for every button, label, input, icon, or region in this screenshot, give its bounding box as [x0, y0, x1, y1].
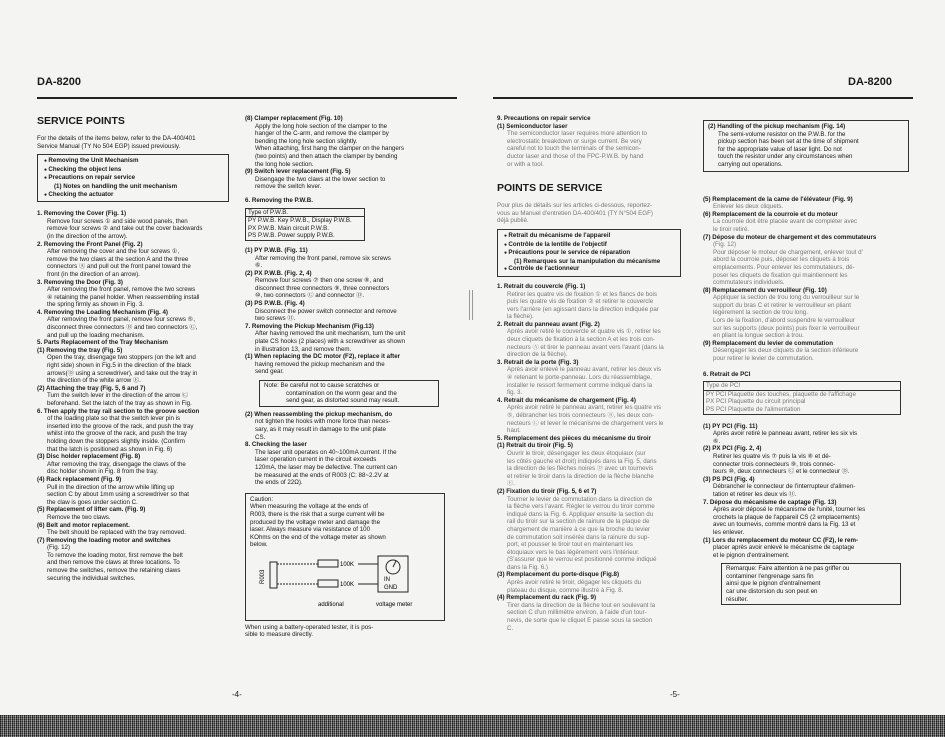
text-line: be measured at the ends of R003 (C: 88~2.2V at [255, 471, 389, 479]
text-line: 7. Removing the Pickup Mechanism (Fig.13) [245, 322, 374, 330]
topic-item: ● Retrait du mécanisme de l'appareil [504, 232, 674, 241]
text-line: disc holder shown in Fig. 8 from the tray. [47, 468, 158, 476]
text-line: hanger of the C-arm, and remove the clamper by [255, 130, 389, 138]
text-line: direction de la flèche). [507, 351, 568, 359]
pwb-section-title: 6. Removing the P.W.B. [245, 196, 313, 204]
right-header-rule [493, 97, 913, 99]
french-intro [497, 202, 687, 225]
text-line: Apply the long hole section of the clamper to the [255, 122, 388, 130]
pci-table-row: PX PCI Plaquette du circuit principal [706, 398, 806, 406]
additional-label: additional [318, 601, 344, 608]
text-line: Disconnect the power switch connector and remove [255, 307, 397, 315]
text-line: The laser unit operates on 40~100mA current. If the [255, 448, 397, 456]
text-line: (two points) and then attach the clamper by bending [255, 152, 398, 160]
scan-edge-noise-overlay [0, 715, 945, 737]
text-line: 3. Removing the Door (Fig. 3) [37, 278, 123, 286]
text-line: The semi-volume resistor on the P.W.B. for the [718, 130, 846, 138]
text-line: right side) shown in Fig.5 in the direction of the black [47, 362, 192, 370]
text-line: holding down the stoppers slightly inside. (Confirm [47, 437, 185, 445]
pci-table-row: PY PCI Plaquette des touches, plaquette de l'affichage [706, 390, 856, 398]
text-line: (1) Retrait du tiroir (Fig. 5) [497, 442, 573, 450]
text-line: indiqué dans la Fig. 6. Appliquer ensuite la section du [507, 510, 654, 518]
text-line: 2. Retrait du panneau avant (Fig. 2) [497, 320, 600, 328]
left-col1-body [37, 210, 237, 582]
text-line: disconnect three connectors ⑨, three connectors [255, 284, 390, 292]
text-line: After removing the front panel, remove six screws [255, 254, 391, 262]
text-line: Remove the two claws. [47, 513, 111, 521]
left-header-model: DA-8200 [37, 76, 82, 88]
text-line: carrying out operations. [718, 160, 783, 168]
text-line: necteurs Ⓐ et tirer le panneau avant vers l'avant (dans la [507, 343, 664, 351]
text-line: R003, there is the risk that a surge current will be [250, 510, 385, 518]
text-line: careful not to touch the terminals of the semicon- [507, 145, 641, 153]
text-line: securing the individual switches. [47, 574, 136, 582]
text-line: fig. 3. [507, 389, 523, 397]
text-line: for the appropriate value of laser light. Do not [718, 145, 842, 153]
points-de-service-title: POINTS DE SERVICE [497, 182, 603, 195]
meter-needle [393, 561, 396, 567]
text-line: The belt should be replaced with the tray removed. [47, 529, 186, 537]
battery-tester-line: sible to measure directly. [245, 631, 313, 639]
text-line: (7) Removing the loading motor and switches [37, 536, 171, 544]
service-points-title: SERVICE POINTS [37, 115, 125, 127]
text-line: Retirer les quatre vis de fixation ① et les flancs de bois [507, 290, 657, 298]
text-line: légèrement la section de trou long. [713, 309, 808, 317]
text-line: étoquiaux vers le bas légèrement vers l'intérieur. [507, 548, 640, 556]
text-line: After having removed the unit mechanism, turn the unit [255, 330, 406, 338]
text-line: (Fig. 12) [713, 241, 737, 249]
text-line: (6) Remplacement de la courroie et du moteur [703, 210, 838, 218]
right-col1-body-b [497, 283, 687, 632]
text-line: (7) Dépose du moteur de chargement et des commutateurs [703, 233, 877, 241]
text-line: 5. Remplacement des pièces du mécanisme du tiroir [497, 434, 652, 442]
text-line: résulter. [726, 595, 749, 603]
text-line: la flèche). [507, 313, 534, 321]
text-line: haut. [507, 427, 521, 435]
text-line: (2) Fixation du tiroir (Fig. 5, 6 et 7) [497, 487, 597, 495]
text-line: remove the two claws at the section A and the three [47, 255, 189, 263]
topic-subitem: (1) Remarques sur la manipulation du mécanisme [514, 257, 661, 265]
text-line: laser. Always measure via resistance of 100 [250, 526, 371, 534]
resistor-100k-1 [318, 560, 338, 567]
text-line: and then remove the claws at three locations. To [47, 559, 180, 567]
text-line: car une distorsion du son peut en [726, 588, 818, 596]
text-line: Après avoir retiré le couvercle et quatre vis ①, retirer les [507, 328, 661, 336]
text-line: Disengage the two claws at the lower section to [255, 175, 386, 183]
text-line: commutateurs individuels. [713, 279, 785, 287]
right-col2-body-c [703, 423, 908, 560]
text-line: Ouvrir le tiroir, désengager les deux étoquiaux (sur [507, 449, 646, 457]
text-line: remove the switches, remove the retaining claws [47, 567, 181, 575]
text-line: puis les quatre vis de fixation ② et retirer le couvercle [507, 298, 654, 306]
r003-resistor [270, 562, 277, 588]
topic-item: ● Contrôle de la lentille de l'objectif [504, 241, 674, 250]
text-line: Remove four screws ① and side wood panels, then [47, 217, 188, 225]
text-line: déjà publié. [497, 217, 529, 225]
text-line: et le pignon d'entraînement. [713, 551, 790, 559]
text-line: en pliant la longue section à trou. [713, 332, 804, 340]
voltage-meter-label: voltage meter [376, 601, 413, 608]
text-line: KOhms on the end of the voltage meter as shown [250, 533, 386, 541]
text-line: (Fig. 12) [47, 544, 71, 552]
text-line: (2) When reassembling the pickup mechanism, do [245, 410, 393, 418]
meter-gnd-label: GND [384, 584, 398, 591]
text-line: pour retirer le levier de commutation. [713, 355, 814, 363]
topic-item: ● Contrôle de l'actionneur [504, 265, 674, 274]
text-line: connectors Ⓐ and pull out the front panel toward the [47, 263, 191, 271]
text-line: of the loading plate so that the switch lever pin is [47, 415, 181, 423]
text-line: ⑥. [255, 262, 263, 270]
right-col2-body-b [703, 196, 908, 363]
text-line: vous au Manuel d'entretien DA-400/401 (TY N°504 EGF) [497, 209, 653, 217]
text-line: (5) Remplacement de la came de l'élévateur (Fig. 9) [703, 195, 853, 203]
text-line: When measuring the voltage at the ends of [250, 503, 368, 511]
battery-tester-line: When using a battery-operated tester, it is pos- [245, 623, 374, 631]
note-box [259, 380, 439, 407]
pickup-handling-text [708, 123, 904, 169]
text-line: Caution: [250, 495, 274, 503]
text-line: After removing the tray, disengage the claws of the [47, 460, 186, 468]
pci-table-row: PS PCI Plaquette de l'alimentation [706, 406, 801, 413]
text-line: ainsi que le pignon d'entraînement [726, 580, 821, 588]
text-line: Open the tray, disengage two stoppers (on the left and [47, 354, 196, 362]
text-line: (2) PX PCI (Fig. 2, 4) [703, 445, 762, 453]
text-line: dans la Fig. 6.) [507, 563, 548, 571]
text-line: les côtés gauche et droit) indiqués dans la Fig. 5, dans [507, 457, 657, 465]
text-line: 5. Parts Replacement of the Tray Mechanism [37, 339, 169, 347]
intro-line: For the details of the items below, refer to the DA-400/401 [37, 135, 196, 142]
right-header-model: DA-8200 [848, 76, 893, 88]
text-line: crochets la plaque de l'appareil CS (2 emplacements) [713, 513, 860, 521]
text-line: Retirer les quatre vis ⑦ puis la vis ⑧ et dé- [713, 452, 831, 460]
binding-gutter-mark [469, 290, 473, 320]
text-line: 4. Retrait du mécanisme de chargement (Fig. 4) [497, 396, 636, 404]
text-line: (4) Remplacement du rack (Fig. 9) [497, 594, 597, 602]
text-line: (in the direction of the arrow). [47, 232, 128, 240]
text-line: Tourner le levier de commutation dans la direction de [507, 495, 653, 503]
text-line: et retirer le tiroir dans la direction de la flèche blanche [507, 472, 654, 480]
pci-section-title: 6. Retrait de PCI [703, 370, 751, 378]
text-line: the claw is goes under section C. [47, 498, 138, 506]
text-line: front (in the direction of an arrow). [47, 270, 140, 278]
text-line: la direction de les flèches noires Ⓓ avec un tournevis [507, 465, 654, 473]
text-line: 4. Removing the Loading Mechanism (Fig. 4) [37, 308, 168, 316]
text-line: (6) Belt and motor replacement. [37, 521, 130, 529]
topic-item: ● Removing the Unit Mechanism [44, 157, 222, 166]
text-line: below. [250, 541, 268, 549]
text-line: plateau du disque, comme illustré à Fig. 8. [507, 586, 624, 594]
text-line: (1) Lors du remplacement du moteur CC (F2), le rem- [703, 536, 859, 544]
intro-line: Service Manual (TY No 504 EGP) issued previously. [37, 142, 181, 150]
text-line: When attaching, first hang the clamper on the hangers [255, 145, 404, 153]
left-col2-body-b [245, 247, 450, 376]
left-column-1 [37, 115, 237, 582]
note-line: contamination on the worm gear and the [286, 389, 397, 397]
text-line: 8. Checking the laser [245, 441, 307, 449]
text-line: abord la courroie puis, déposer les cliquets à trois [713, 256, 850, 264]
text-line: ④ retenant le porte-panneau. Lors du réassemblage, [507, 374, 652, 382]
text-line: (9) Switch lever replacement (Fig. 5) [245, 168, 351, 176]
text-line: rail du tiroir sur la section de rainure de la plaque de [507, 518, 650, 526]
text-line: poser les cliquets de fixation qui maintiennent les [713, 271, 848, 279]
text-line: Appliquer la section de trou long du verrouilleur sur le [713, 294, 860, 302]
text-line: Enlever les deux cliquets. [713, 203, 784, 211]
text-line: the direction of the white arrow Ⓔ. [47, 377, 141, 385]
text-line: (8) Remplacement du verrouilleur (Fig. 10) [703, 286, 827, 294]
text-line: (1) Removing the tray (Fig. 5) [37, 346, 123, 354]
pwb-table-row: PS P.W.B. Power supply P.W.B. [248, 232, 335, 240]
text-line: The semiconductor laser requires more attention to [507, 130, 647, 138]
meter-in-label: IN [384, 576, 390, 583]
text-line: ⑥. [713, 437, 721, 445]
caution-text [250, 496, 440, 549]
topic-item: ● Précautions pour le service de réparation [504, 249, 674, 258]
text-line: in illustration 13, and remove them. [255, 345, 352, 353]
text-line: (3) PS P.W.B. (Fig. 4) [245, 300, 305, 308]
text-line: Ⓔ. [507, 480, 515, 488]
text-line: Tirer dans la direction de la flèche tout en soulevant la [507, 601, 656, 609]
text-line: la flèche vers l'avant. Régler le verrou du tiroir comme [507, 503, 655, 511]
text-line: 1. Retrait du couvercle (Fig. 1) [497, 282, 586, 290]
text-line: teurs ⑩, deux connecteurs Ⓒ et le connecteur Ⓓ. [713, 468, 850, 476]
text-line: To remove the loading motor, first remove the belt [47, 551, 183, 559]
text-line: After removing the front panel, remove the two screws [47, 286, 196, 294]
text-line: or with a tool. [507, 160, 544, 168]
pickup-handling-box [703, 120, 909, 172]
text-line: electrostatic breakdown or surge current. Be very [507, 137, 642, 145]
text-line: 7. Dépose du mécanisme de captage (Fig. 13) [703, 498, 837, 506]
text-line: tation et retirer les deux vis ⑪. [713, 490, 797, 498]
text-line: bending the long hole section slightly. [255, 137, 358, 145]
text-line: Après avoir retiré le tiroir, dégager les cliquets du [507, 579, 642, 587]
text-line: (S'assurer que le verrou est positionné comme indiqué [507, 556, 657, 564]
text-line: (2) PX P.W.B. (Fig. 2, 4) [245, 269, 312, 277]
text-line: Remarque: Faire attention à ne pas griffer ou [726, 565, 850, 573]
text-line: C. [507, 624, 514, 632]
text-line: les enlever. [713, 528, 745, 536]
text-line: Débrancher le connecteur de l'interrupteur d'alimen- [713, 483, 856, 491]
left-column-2 [245, 115, 450, 639]
note-line: send gear, as distorted sound may result. [286, 397, 400, 405]
text-line: the long hole section. [255, 160, 314, 168]
text-line: port, et pousser le tiroir tout en maintenant les [507, 541, 633, 549]
right-column-2 [703, 120, 908, 605]
text-line: (3) Remplacement du porte-disque (Fig.8) [497, 571, 620, 579]
text-line: le tiroir retiré. [713, 225, 750, 233]
text-line: Après avoir retiré le panneau avant, retirer les six vis [713, 430, 858, 438]
text-line: (1) PY P.W.B. (Fig. 11) [245, 246, 308, 254]
text-line: Après avoir retiré le panneau avant, retirer les quatre vis [507, 404, 662, 412]
text-line: (2) Attaching the tray (Fig. 5, 6 and 7) [37, 384, 146, 392]
r003-label: R003 [260, 569, 266, 584]
text-line: Remove four screws ⑦ then one screw ⑧, and [255, 277, 384, 285]
text-line: beforehand. Set the latch of the tray as shown in Fig. [47, 400, 192, 407]
pci-type-table [703, 381, 901, 414]
remark-box [721, 563, 901, 605]
text-line: Pull in the direction of the arrow while lifting up [47, 483, 175, 491]
text-line: the ends of 22Ω). [255, 479, 303, 487]
pwb-table-row: PY P.W.B. Key P.W.B., Display P.W.B. [248, 217, 352, 225]
text-line: Désengager les deux cliquets de la section inférieure [713, 347, 859, 355]
text-line: remove the switch lever. [255, 183, 322, 191]
text-line: laser operation current in the circuit exceeds [255, 456, 377, 464]
left-col2-body-a [245, 115, 450, 191]
note-line: Note: Be careful not to cause scratches or [264, 382, 380, 389]
text-line: (3) Disc holder replacement (Fig. 8) [37, 453, 141, 461]
text-line: avec un tournevis, comme montré dans la Fig. 13 et [713, 521, 856, 529]
text-line: the spring firmly as shown in Fig. 3. [47, 301, 144, 309]
text-line: Après avoir déposé le mécanisme de l'unité, tourner les [713, 506, 866, 514]
text-line: (8) Clamper replacement (Fig. 10) [245, 115, 343, 122]
text-line: La courroie doit être placée avant de compléter avec [713, 218, 858, 226]
text-line: pickup section has been set at the time of shipment [718, 138, 859, 146]
text-line: whilst into the groove of the rack, and push the tray [47, 430, 187, 438]
left-col2-body-c [245, 411, 450, 487]
text-line: sary, as it may result in damage to the unit plate [255, 425, 386, 433]
text-line: (1) Semiconductor laser [497, 122, 568, 130]
text-line: (2) Handling of the pickup mechanism (Fig. 14) [708, 123, 846, 130]
topic-item: ● Precautions on repair service [44, 174, 222, 183]
text-line: not tighten the hooks with more force than neces- [255, 418, 391, 426]
text-line: vers l'arrière (en agissant dans la direction indiquée par [507, 305, 659, 313]
text-line: that the latch is positioned as shown in Fig. 6) [47, 445, 173, 453]
text-line: Turn the switch lever in the direction of the arrow Ⓒ [47, 392, 189, 400]
text-line: disconnect three connectors Ⓑ and two connectors Ⓒ, [47, 324, 198, 332]
text-line: two screws ⑪. [255, 315, 296, 323]
text-line: (4) Rack replacement (Fig. 9) [37, 475, 122, 483]
text-line: section C d'un millimètre environ, à l'aide d'un tour- [507, 609, 647, 617]
text-line: After removing the cover and the four screws ①, [47, 248, 180, 256]
text-line: (1) When replacing the DC motor (F2), replace it after [245, 353, 401, 361]
text-line: Pour déposer le moteur de chargement, enlever tout d' [713, 248, 863, 256]
pci-table-header: Type de PCI [704, 382, 900, 391]
right-column-1 [497, 115, 687, 632]
text-line: inserted into the groove of the rack, and push the tray [47, 422, 194, 430]
text-line: 6. Then apply the tray rail section to the groove section [37, 407, 200, 415]
left-header-rule [37, 97, 457, 99]
text-line: de commutation soit insérée dans la rainure du sup- [507, 533, 650, 541]
text-line: installer le ressort fermement comme indiqué dans la [507, 381, 653, 389]
topic-item: ● Checking the object lens [44, 166, 222, 175]
text-line: (3) PS PCI (Fig. 4) [703, 475, 755, 483]
topic-item: ● Checking the actuator [44, 191, 222, 200]
text-line: arrows(Ⓓ using a screwdriver), and take out the tray in [47, 369, 198, 377]
text-line: emplacements. Pour enlever les commutateurs, dé- [713, 263, 855, 271]
text-line: placer après avoir enlevé le mécanisme de captage [713, 544, 855, 552]
resistor-100k-2 [318, 580, 338, 587]
topic-subitem: (1) Notes on handling the unit mechanism [54, 182, 178, 190]
pwb-table-row: PX P.W.B. Main circuit P.W.B. [248, 224, 329, 232]
caution-box [245, 493, 445, 621]
text-line: ④ retaining the panel holder. When reassembling install [47, 293, 200, 301]
text-line: nevis, de sorte que le cliquet E passe sous la section [507, 617, 653, 625]
text-line: ductor laser and those of the FPC-P.W.B. by hand [507, 152, 644, 160]
text-line: contaminer l'engrenage sans fin [726, 572, 814, 580]
text-line: having removed the pickup mechanism and the [255, 360, 385, 368]
pwb-type-table [245, 208, 365, 241]
right-col1-body-a [497, 115, 687, 168]
service-topics-box [37, 154, 229, 202]
text-line: 3. Retrait de la porte (Fig. 3) [497, 358, 579, 366]
left-page-number: -4- [232, 691, 242, 699]
text-line: ⑩, two connectors Ⓒ and connector Ⓓ. [255, 292, 365, 300]
text-line: Lors de la fixation, d'abord suspendre le verrouilleur [713, 317, 855, 325]
text-line: support du bras C et retirer le verrouilleur en pliant [713, 301, 851, 309]
text-line: remove four screws ② and take out the cover backwards [47, 225, 203, 233]
text-line: and pull up the loading mechanism. [47, 331, 145, 339]
french-topics-box [497, 229, 681, 277]
text-line: ⑤, débrancher les trois connecteurs Ⓑ, les deux con- [507, 412, 654, 419]
text-line: 2. Removing the Front Panel (Fig. 2) [37, 240, 143, 248]
text-line: 9. Precautions on repair service [497, 115, 591, 122]
right-page-number: -5- [670, 691, 680, 699]
text-line: connecter trois connecteurs ⑨, trois connec- [713, 460, 836, 468]
text-line: produced by the voltage meter and damage the [250, 518, 381, 526]
r2-label: 100K [340, 581, 355, 588]
text-line: After removing the front panel, remove four screws ⑤, [47, 316, 195, 324]
text-line: 120mA, the laser may be defective. The current can [255, 463, 397, 471]
text-line: send gear. [255, 368, 284, 376]
text-line: deux cliquets de fixation à la section A et les trois con- [507, 336, 655, 344]
text-line: (9) Remplacement du levier de commutation [703, 339, 833, 347]
text-line: touch the resistor under any circumstances when [718, 153, 853, 161]
text-line: (1) PY PCI (Fig. 11) [703, 422, 758, 430]
text-line: section C by about 1mm using a screwdriver so that [47, 491, 190, 499]
pwb-table-header: Type of P.W.B. [246, 209, 364, 218]
text-line: chargement de manière à ce que la broche du levier [507, 525, 651, 533]
text-line: (5) Replacement of lifter cam. (Fig. 9) [37, 506, 146, 514]
text-line: 1. Removing the Cover (Fig. 1) [37, 210, 127, 218]
text-line: Après avoir enlevé le panneau avant, retirer les deux vis [507, 366, 662, 374]
voltage-measure-circuit-diagram [258, 554, 428, 612]
text-line: Pour plus de détails sur les articles ci-dessous, reportez- [497, 202, 653, 210]
text-line: sur les supports (deux points) puis fixer le verrouilleur [713, 324, 860, 332]
text-line: plate CS hooks (2 places) with a screwdriver as shown [255, 338, 405, 346]
text-line: CS. [255, 433, 266, 441]
text-line: necteurs Ⓒ et lever le mécanisme de chargement vers le [507, 419, 664, 427]
r1-label: 100K [340, 561, 355, 568]
remark-text [726, 565, 896, 603]
